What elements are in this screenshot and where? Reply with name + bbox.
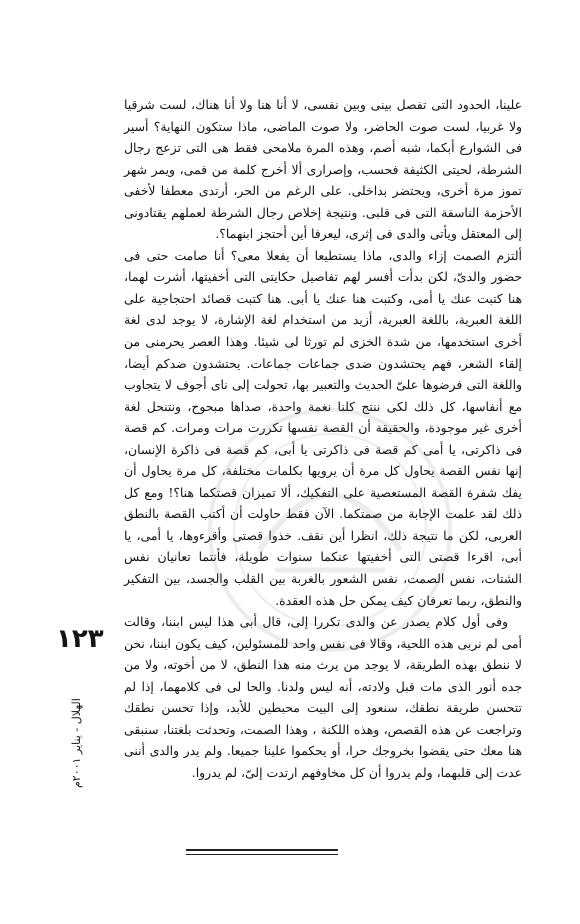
body-text [124, 94, 522, 784]
paragraph-2: ألتزم الصمت إزاء والدى، ماذا يستطيعا أن يفعلا معى؟ أنا صامت حتى فى حضور والدىّ، لكن بدأت أفسر لهم تفاصيل حكايتى التى أخفيتها، أشرت لهما، هنا كتبت عنك يا أمى، وكتبت هنا عنك يا أبى. هنا كتبت قصائد احتجاجية على اللغة العبرية، باللغة العبرية، أزيد من استخدام لغة الإشارة، لا يوجد لدى لغة أخرى استخدمها، من شدة الخزى لم تورثا لى شيئا. وهذا العصر يحرمنى من إلقاء الشعر، فهم يحتشدون ضدى جماعات جماعات. يحتشدون ضدكم أيضا، واللغة التى فرضوها علىّ الحديث والتعبير بها، تحولت إلى ناى أجوف لا يتجاوب مع أنفاسها، كل ذلك لكى ننتج كلنا نغمة واحدة، صداها مبحوح، ونتنحل لغة أخرى غير موجودة، والحقيقة أن القصة نفسها تكررت مرات ومرات. كم قصة فى ذاكرتى، يا أمى كم قصة فى ذاكرتى يا أبى، كم قصة فى ذاكرة الإنسان، إنها نفس القصة يحاول كل مرة أن يرويها بكلمات مختلفة، كل مرة يحاول أن يفك شفرة القصة المستعصية على التفكيك، ألا تميزان قصتكما هنا؟! ومع كل ذلك لقد علمت الإجابة من صمتكما. الآن فقط حاولت أن أكتب القصة بالنطق العربى، لكن ما نتيجة ذلك، انظرا أين نقف. خذوا قصتى وأقرءوها، يا أمى، يا أبى، اقرءا قصتى التى أخفيتها عنكما سنوات طويلة، فأنتما تعانيان نفس الشتات، نفس الصمت، نفس الشعور بالغربة بين القلب والجسد، بين التفكير والنطق، ربما تعرفان كيف يمكن حل هذه العقدة. [124, 247, 522, 608]
paragraph-1: علينا، الحدود التى تفصل بينى وبين نفسى، لا أنا هنا ولا أنا هناك، لست شرقيا ولا غربيا، لست صوت الحاضر، ولا صوت الماضى، ماذا ستكون النهاية؟ أسير فى الشوارع أبكما، شبه أصم، وهذه المرة ملامحى فقط هى التى تزعج رجال الشرطة، لحيتى الكثيفة فحسب، وإصرارى ألا أخرج كلمة من فمى، ويمر شهر تموز مرة أخرى، ويحتضر بداخلى. على الرغم من الحر، أرتدى معطفا لأخفى الأحزمة الناسفة التى فى قلبى. ونتيجة إخلاص رجال الشرطة لعملهم يقتادونى إلى المعتقل ويأتى والدى فى إثرى، ليعرفا أين أحتجز ابنهما؟. [124, 97, 522, 242]
running-footer: الهلال - يناير ٢٠٠١م [70, 698, 83, 788]
section-end-rule [186, 849, 338, 855]
page-number: ١٢٣ [56, 624, 104, 654]
paragraph-3: وفى أول كلام يصدر عن والدى تكررا إلى، قال أبى هذا ليس ابننا، وقالت أمى لم نربى هذه اللحية، وقالا فى نفس واحد للمسئولين، كيف يكون ابننا، نحن لا ننطق بهذه الطريقة، لا يوجد من يرث منه هذا النطق، لا من أخوته، ولا من جده أنور الذى مات قبل ولادته، أنه ليس ولدنا. والحا لى فى كلامهما، إذا لم تتحسن طريقة نطقك، سنعود إلى البيت محبطين للأبد، وإذا تحسن نطقك وتراجعت عن هذه القصص، وهذه اللكنة ، وهذا الصمت، وتحدثت بلغتنا، سنبقى هنا معك حتى يقضوا بخروجك حرا، أو يحكموا علينا جميعا. ولم يدر والدى أننى عدت إلى قلبهما، ولم يدروا أن كل مخاوفهم ارتدت إلىّ، لم يدروا. [124, 614, 522, 780]
